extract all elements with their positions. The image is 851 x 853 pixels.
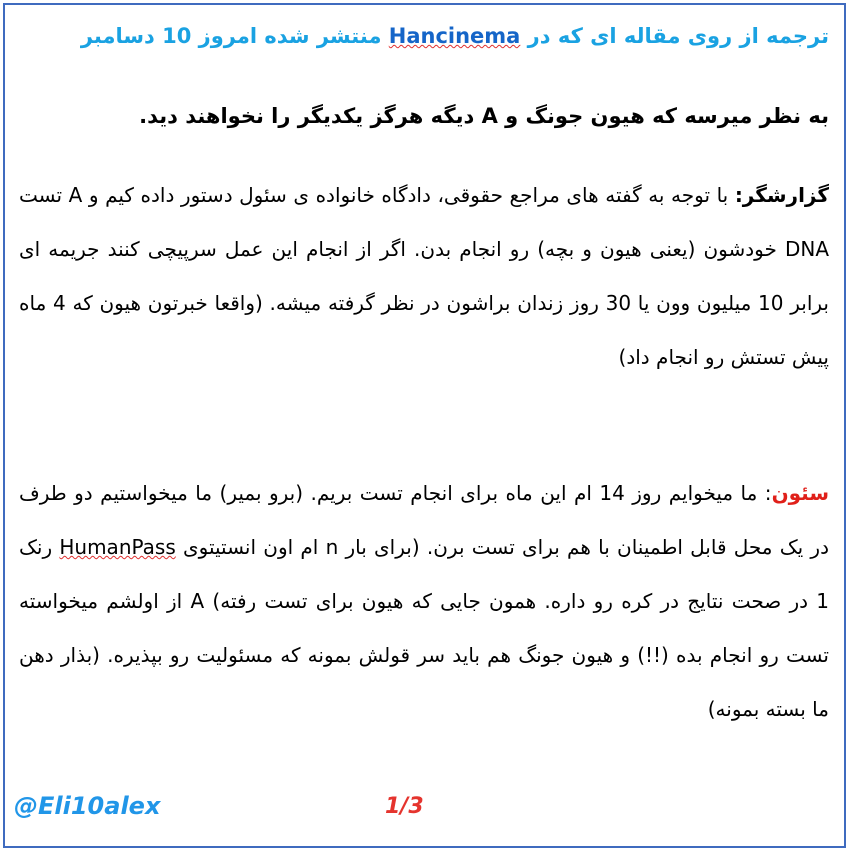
- speaker-seoun: سئون: [771, 481, 830, 505]
- title-after: منتشر شده امروز 10 دسامبر: [80, 24, 389, 48]
- speaker-reporter: گزارشگر:: [734, 183, 829, 207]
- paragraph-reporter-text: با توجه به گفته های مراجع حقوقی، دادگاه خانواده ی سئول دستور داده کیم و A تست DNA خودشون (یعنی هیون و بچه) رو انجام بدن. اگر از انجام این عمل سرپیچی کنند جریمه ای برابر 10 میلیون وون یا 30 روز زندان براشون در نظر گرفته میشه. (واقعا خبرتون هیون که 4 ماه پیش تستش رو انجام داد): [19, 183, 829, 369]
- paragraph-seoun-text-a: : ما میخوایم روز 14 ام این ماه برای انجام تست بریم. (برو بمیر) ما میخواستیم دو طرف در یک محل قابل اطمینان با هم برای تست برن. (برای بار n ام اون انستیتوی: [19, 481, 829, 559]
- author-handle: @Eli10alex: [14, 792, 161, 820]
- title-before: ترجمه از روی مقاله ای که در: [520, 24, 829, 48]
- source-name: Hancinema: [388, 24, 521, 48]
- institute-name: HumanPass: [59, 535, 176, 559]
- paragraph-reporter: [19, 168, 829, 384]
- paragraph-seoun-text-b: رنک 1 در صحت نتایج در کره رو داره. همون جایی که هیون برای تست رفته) A از اولشم میخواسته تست رو انجام بده (!!) و هیون جونگ هم باید سر قولش بمونه که مسئولیت رو بپذیره. (بذار دهن ما بسته بمونه): [19, 535, 830, 721]
- page-number: 1/3: [385, 794, 424, 819]
- article-title: [29, 16, 829, 56]
- paragraph-seoun: [19, 466, 829, 736]
- headline: به نظر میرسه که هیون جونگ و A دیگه هرگز یکدیگر را نخواهند دید.: [139, 104, 829, 128]
